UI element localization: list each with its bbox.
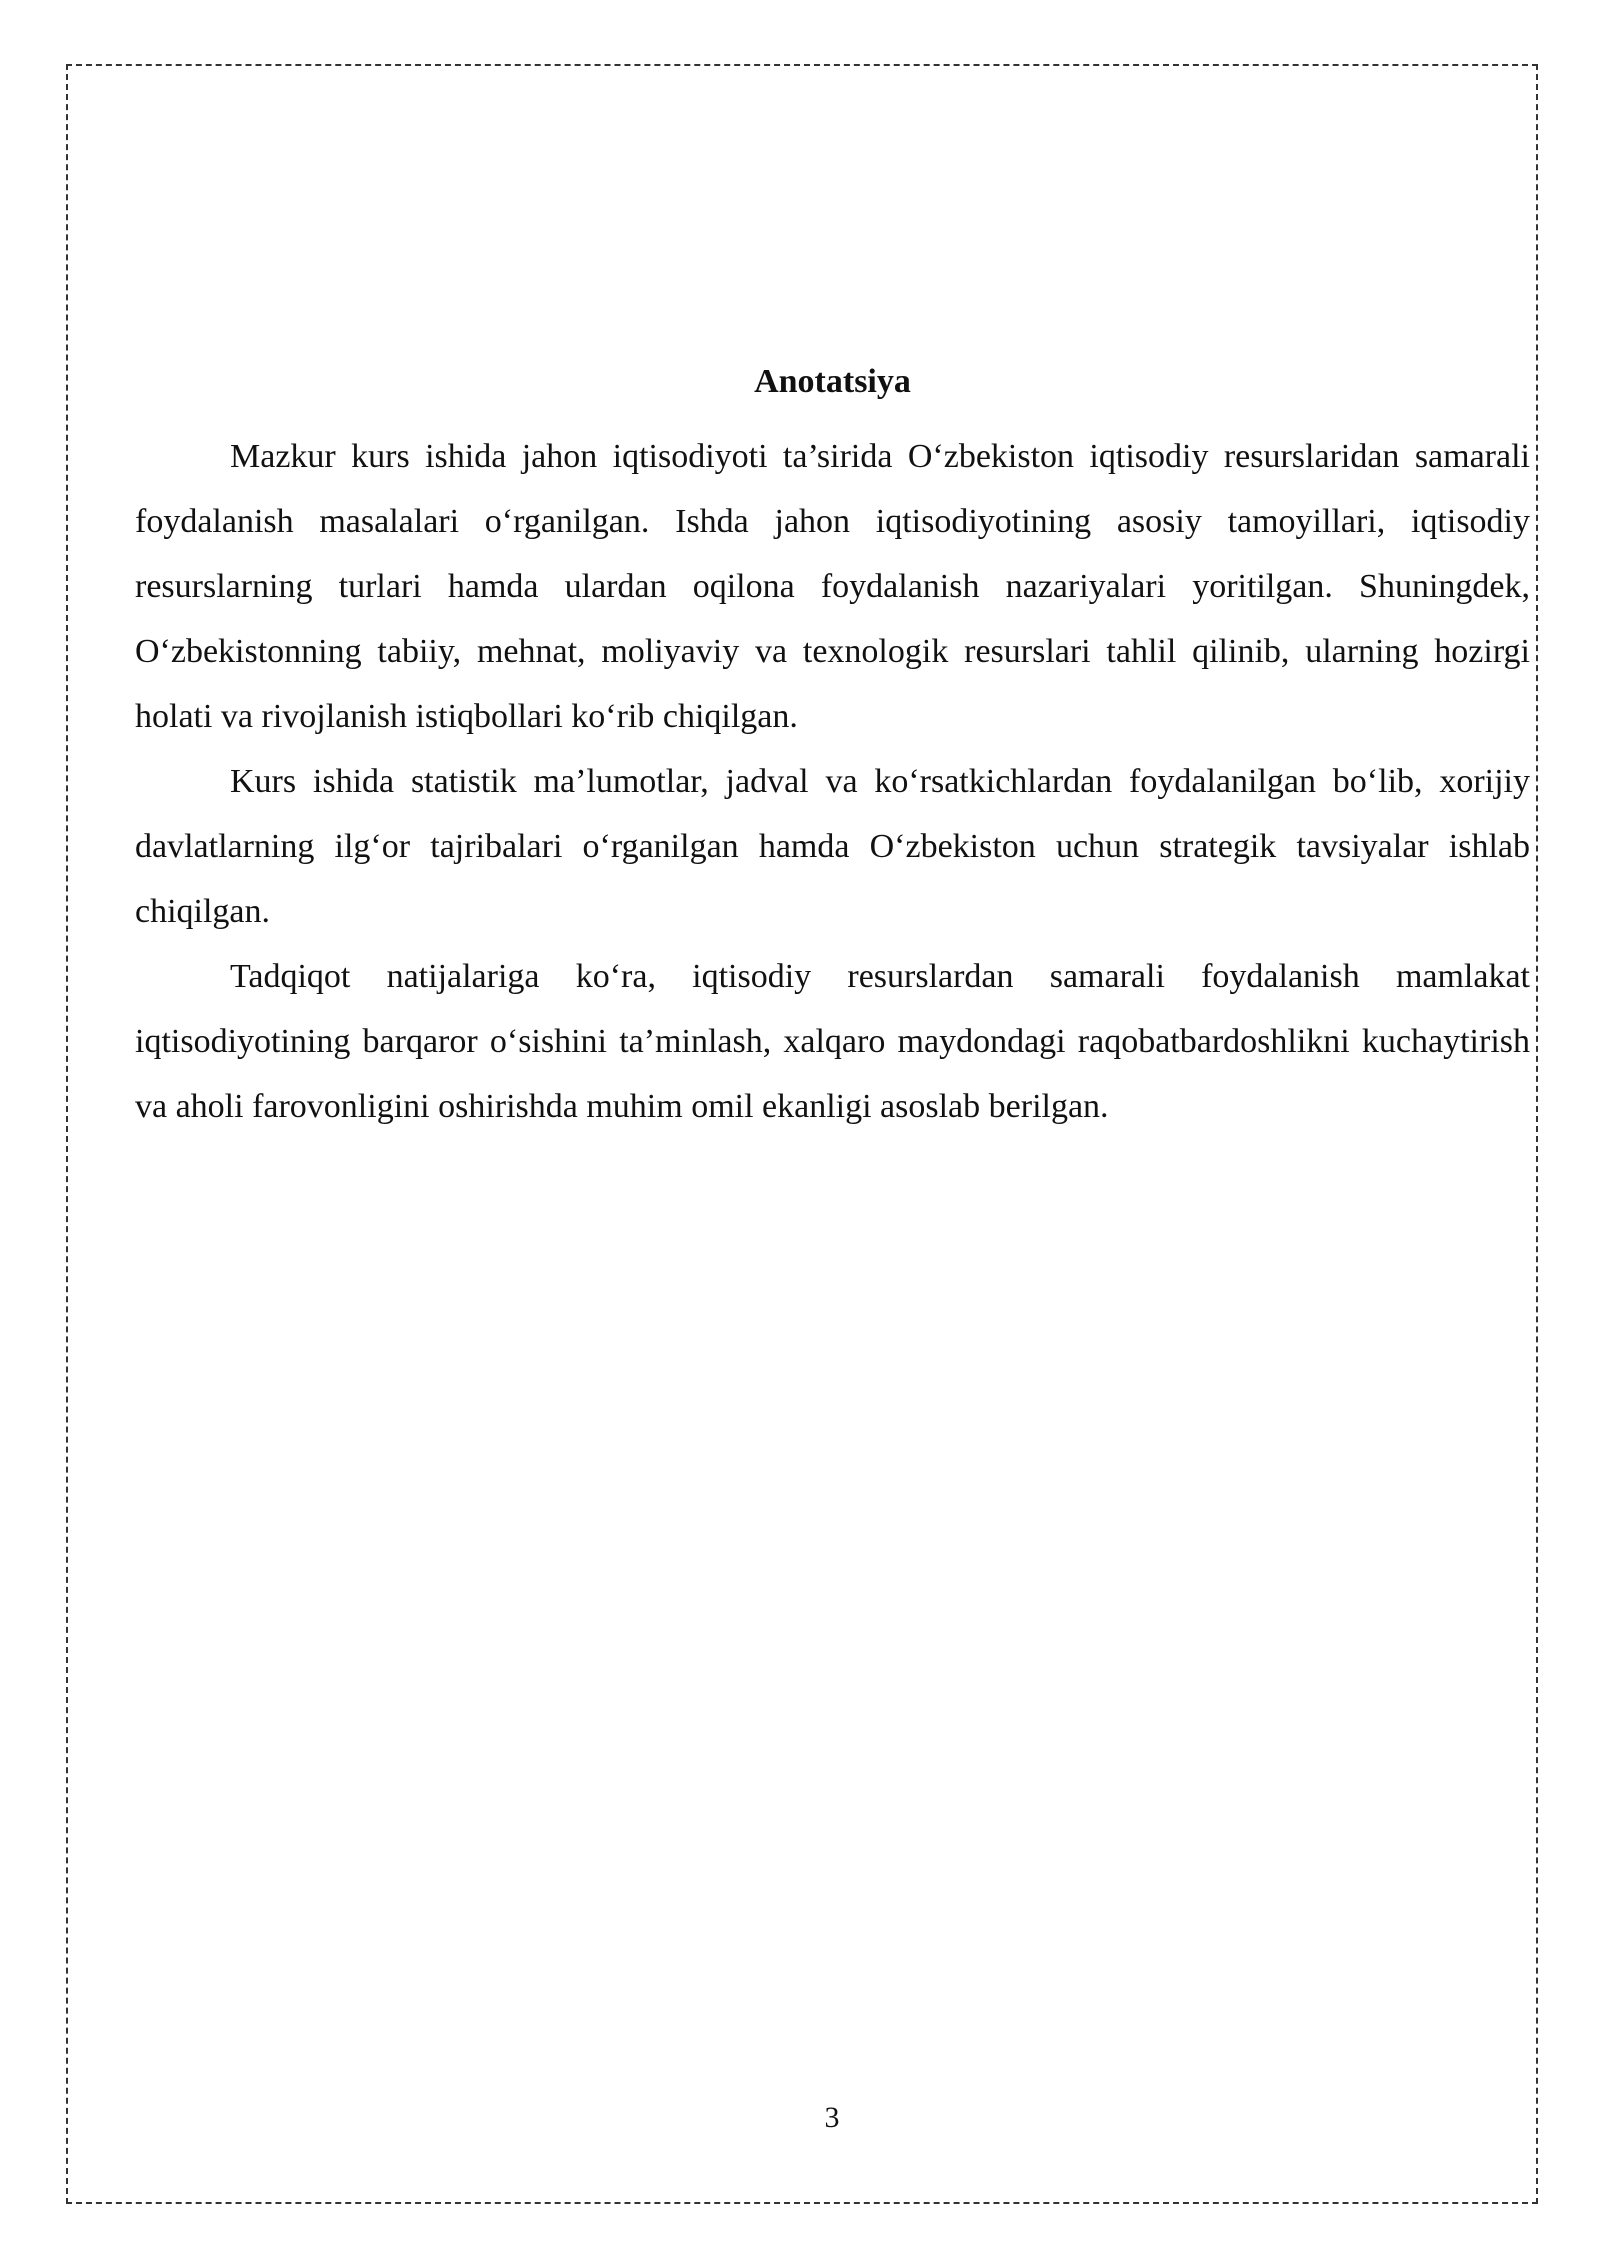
document-body [135, 360, 1530, 1139]
paragraph-1: Mazkur kurs ishida jahon iqtisodiyoti ta’sirida O‘zbekiston iqtisodiy resurslaridan samarali foydalanish masalalari o‘rganilgan. Ishda jahon iqtisodiyotining asosiy tamoyillari, iqtisodiy resurslarning turlari hamda ulardan oqilona foydalanish nazariyalari yoritilgan. Shuningdek, O‘zbekistonning tabiiy, mehnat, moliyaviy va texnologik resurslari tahlil qilinib, ularning hozirgi holati va rivojlanish istiqbollari ko‘rib chiqilgan. [135, 438, 1530, 735]
paragraph-3: Tadqiqot natijalariga ko‘ra, iqtisodiy resurslardan samarali foydalanish mamlakat iqtisodiyotining barqaror o‘sishini ta’minlash, xalqaro maydondagi raqobatbardoshlikni kuchaytirish va aholi farovonligini oshirishda muhim omil ekanligi asoslab berilgan. [135, 958, 1530, 1125]
document-title: Anotatsiya [754, 363, 911, 400]
paragraph-2: Kurs ishida statistik ma’lumotlar, jadval va ko‘rsatkichlardan foydalanilgan bo‘lib, xorijiy davlatlarning ilg‘or tajribalari o‘rganilgan hamda O‘zbekiston uchun strategik tavsiyalar ishlab chiqilgan. [135, 763, 1530, 930]
page-number: 3 [824, 2101, 840, 2134]
